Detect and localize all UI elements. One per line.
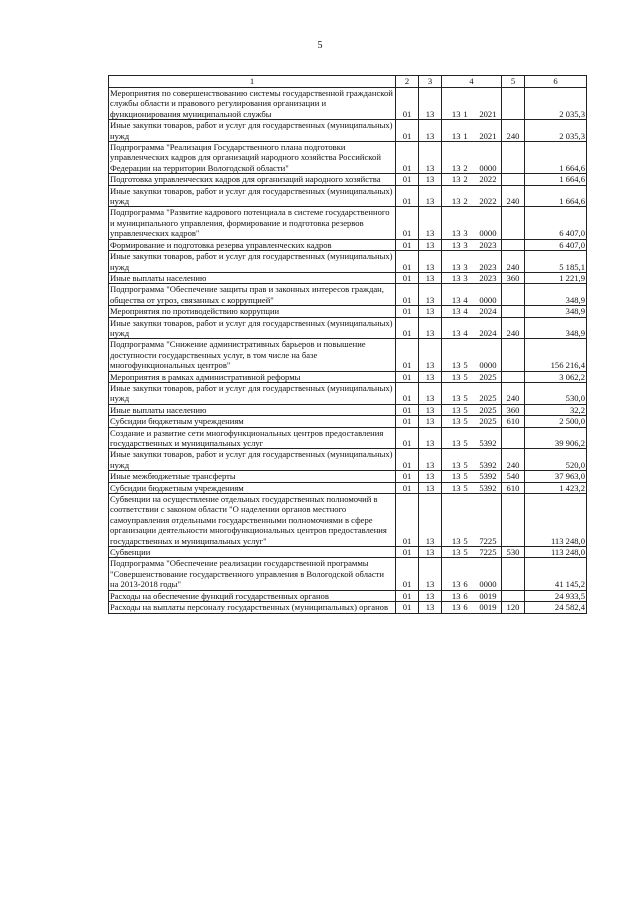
row-expense-type <box>502 494 525 547</box>
row-expense-type: 240 <box>502 382 525 404</box>
row-expense-type: 240 <box>502 120 525 142</box>
row-section: 01 <box>396 207 419 239</box>
target-code-part: 5 <box>463 471 468 482</box>
table-row <box>109 602 587 613</box>
header-cell: 4 <box>442 76 502 88</box>
target-code-part: 6 <box>463 590 468 601</box>
row-name: Иные закупки товаров, работ и услуг для государственных (муниципальных) нужд <box>109 185 396 207</box>
row-expense-type: 540 <box>502 471 525 482</box>
target-code-part: 5 <box>463 371 468 382</box>
target-code-part: 2023 <box>479 261 497 272</box>
header-cell: 3 <box>419 76 442 88</box>
row-target-code <box>442 590 502 601</box>
header-cell: 6 <box>525 76 587 88</box>
row-subsection: 13 <box>419 547 442 558</box>
table-row <box>109 471 587 482</box>
row-subsection: 13 <box>419 120 442 142</box>
row-target-code <box>442 416 502 427</box>
target-code-part: 2023 <box>479 272 497 283</box>
row-sum: 1 664,6 <box>525 142 587 174</box>
target-code-part: 5 <box>463 360 468 371</box>
header-cell: 5 <box>502 76 525 88</box>
target-code-part: 13 <box>451 162 461 173</box>
table-row <box>109 494 587 547</box>
target-code-part: 13 <box>451 261 461 272</box>
row-target-code <box>442 427 502 449</box>
row-subsection: 13 <box>419 371 442 382</box>
row-name: Мероприятия по совершенствованию системы государственной гражданской службы области и правового регулирования организации и функционирования муниципальной службы <box>109 88 396 120</box>
table-row <box>109 482 587 493</box>
table-row <box>109 120 587 142</box>
row-sum: 1 664,6 <box>525 174 587 185</box>
target-code-part: 1 <box>463 130 468 141</box>
target-code-part: 5 <box>463 438 468 448</box>
target-code-part: 13 <box>451 602 461 613</box>
row-expense-type <box>502 590 525 601</box>
table-row <box>109 207 587 239</box>
target-code-part: 5 <box>463 416 468 427</box>
row-subsection: 13 <box>419 251 442 273</box>
target-code-part: 2025 <box>479 371 497 382</box>
target-code-part: 13 <box>451 404 461 415</box>
target-code-part: 5392 <box>479 438 497 448</box>
target-code-part: 13 <box>451 579 461 590</box>
row-subsection: 13 <box>419 239 442 250</box>
target-code-part: 13 <box>451 482 461 493</box>
row-target-code <box>442 239 502 250</box>
target-code-part: 5392 <box>479 471 497 482</box>
row-section: 01 <box>396 88 419 120</box>
row-section: 01 <box>396 494 419 547</box>
target-code-part: 13 <box>451 306 461 317</box>
target-code-part: 2021 <box>479 108 497 119</box>
row-expense-type <box>502 174 525 185</box>
row-section: 01 <box>396 339 419 371</box>
row-name: Подпрограмма "Обеспечение защиты прав и законных интересов граждан, общества от угроз, связанных с коррупцией" <box>109 284 396 306</box>
row-subsection: 13 <box>419 142 442 174</box>
row-name: Иные межбюджетные трансферты <box>109 471 396 482</box>
target-code-part: 0019 <box>479 590 497 601</box>
target-code-part: 2024 <box>479 306 497 317</box>
row-name: Мероприятия в рамках административной реформы <box>109 371 396 382</box>
row-section: 01 <box>396 482 419 493</box>
table-row <box>109 558 587 590</box>
row-expense-type: 610 <box>502 482 525 493</box>
row-section: 01 <box>396 251 419 273</box>
row-sum: 2 035,3 <box>525 88 587 120</box>
row-sum: 5 185,1 <box>525 251 587 273</box>
target-code-part: 2022 <box>479 174 497 185</box>
target-code-part: 2025 <box>479 404 497 415</box>
target-code-part: 5 <box>463 459 468 470</box>
row-subsection: 13 <box>419 427 442 449</box>
target-code-part: 0000 <box>479 360 497 371</box>
row-name: Субсидии бюджетным учреждениям <box>109 416 396 427</box>
target-code-part: 13 <box>451 174 461 185</box>
row-expense-type <box>502 339 525 371</box>
row-target-code <box>442 339 502 371</box>
row-section: 01 <box>396 371 419 382</box>
row-sum: 37 963,0 <box>525 471 587 482</box>
row-expense-type: 610 <box>502 416 525 427</box>
row-section: 01 <box>396 449 419 471</box>
row-sum: 156 216,4 <box>525 339 587 371</box>
row-target-code <box>442 494 502 547</box>
row-section: 01 <box>396 547 419 558</box>
row-subsection: 13 <box>419 449 442 471</box>
row-target-code <box>442 185 502 207</box>
row-subsection: 13 <box>419 590 442 601</box>
row-expense-type <box>502 427 525 449</box>
table-row <box>109 251 587 273</box>
row-subsection: 13 <box>419 602 442 613</box>
target-code-part: 7225 <box>479 535 497 546</box>
row-sum: 1 423,2 <box>525 482 587 493</box>
row-subsection: 13 <box>419 88 442 120</box>
row-expense-type <box>502 306 525 317</box>
target-code-part: 13 <box>451 294 461 305</box>
row-expense-type <box>502 371 525 382</box>
row-name: Формирование и подготовка резерва управленческих кадров <box>109 239 396 250</box>
table-row <box>109 239 587 250</box>
target-code-part: 3 <box>463 239 468 250</box>
row-section: 01 <box>396 174 419 185</box>
row-name: Иные выплаты населению <box>109 404 396 415</box>
row-subsection: 13 <box>419 272 442 283</box>
target-code-part: 13 <box>451 196 461 207</box>
target-code-part: 2025 <box>479 393 497 404</box>
row-target-code <box>442 120 502 142</box>
row-target-code <box>442 558 502 590</box>
row-target-code <box>442 404 502 415</box>
row-sum: 41 145,2 <box>525 558 587 590</box>
target-code-part: 2 <box>463 174 468 185</box>
row-subsection: 13 <box>419 284 442 306</box>
row-section: 01 <box>396 239 419 250</box>
target-code-part: 5 <box>463 482 468 493</box>
row-expense-type <box>502 239 525 250</box>
row-name: Субвенции на осуществление отдельных государственных полномочий в соответствии с законом области "О наделении органов местного самоуправления отдельными государственными полномочиями в сфере организации деятельности многофункциональных центров предоставления государственных и муниципальных услуг" <box>109 494 396 547</box>
row-name: Иные закупки товаров, работ и услуг для государственных (муниципальных) нужд <box>109 251 396 273</box>
target-code-part: 3 <box>463 272 468 283</box>
row-expense-type: 240 <box>502 185 525 207</box>
row-sum: 520,0 <box>525 449 587 471</box>
row-section: 01 <box>396 558 419 590</box>
row-sum: 1 221,9 <box>525 272 587 283</box>
table-row <box>109 317 587 339</box>
row-subsection: 13 <box>419 306 442 317</box>
target-code-part: 0019 <box>479 602 497 613</box>
row-subsection: 13 <box>419 558 442 590</box>
row-sum: 348,9 <box>525 284 587 306</box>
row-name: Подпрограмма "Развитие кадрового потенциала в системе государственного и муниципального управления, формирование и подготовка резервов управленческих кадров" <box>109 207 396 239</box>
row-section: 01 <box>396 306 419 317</box>
target-code-part: 7225 <box>479 547 497 558</box>
row-sum: 24 582,4 <box>525 602 587 613</box>
table-row <box>109 416 587 427</box>
budget-table <box>108 75 587 614</box>
row-section: 01 <box>396 404 419 415</box>
row-name: Иные закупки товаров, работ и услуг для государственных (муниципальных) нужд <box>109 449 396 471</box>
target-code-part: 13 <box>451 108 461 119</box>
row-expense-type: 240 <box>502 317 525 339</box>
row-section: 01 <box>396 382 419 404</box>
row-target-code <box>442 449 502 471</box>
row-sum: 6 407,0 <box>525 207 587 239</box>
row-expense-type: 120 <box>502 602 525 613</box>
header-row <box>109 76 587 88</box>
target-code-part: 13 <box>451 272 461 283</box>
row-expense-type <box>502 142 525 174</box>
row-target-code <box>442 272 502 283</box>
header-cell: 1 <box>109 76 396 88</box>
target-code-part: 13 <box>451 393 461 404</box>
row-subsection: 13 <box>419 185 442 207</box>
row-name: Субвенции <box>109 547 396 558</box>
target-code-part: 4 <box>463 306 468 317</box>
row-section: 01 <box>396 185 419 207</box>
row-sum: 39 906,2 <box>525 427 587 449</box>
target-code-part: 2025 <box>479 416 497 427</box>
row-sum: 2 035,3 <box>525 120 587 142</box>
row-sum: 348,9 <box>525 317 587 339</box>
page-number: 5 <box>317 40 323 51</box>
table-row <box>109 284 587 306</box>
row-name: Иные выплаты населению <box>109 272 396 283</box>
row-name: Создание и развитие сети многофункциональных центров предоставления государственных и муниципальных услуг <box>109 427 396 449</box>
row-section: 01 <box>396 317 419 339</box>
target-code-part: 2 <box>463 162 468 173</box>
table-row <box>109 590 587 601</box>
target-code-part: 2023 <box>479 239 497 250</box>
table-row <box>109 404 587 415</box>
target-code-part: 2021 <box>479 130 497 141</box>
row-target-code <box>442 207 502 239</box>
table-row <box>109 272 587 283</box>
table-row <box>109 427 587 449</box>
row-name: Подготовка управленческих кадров для организаций народного хозяйства <box>109 174 396 185</box>
row-expense-type <box>502 284 525 306</box>
row-subsection: 13 <box>419 404 442 415</box>
table-row <box>109 339 587 371</box>
target-code-part: 13 <box>451 228 461 239</box>
target-code-part: 0000 <box>479 579 497 590</box>
row-name: Расходы на обеспечение функций государственных органов <box>109 590 396 601</box>
row-expense-type: 360 <box>502 272 525 283</box>
target-code-part: 13 <box>451 547 461 558</box>
target-code-part: 13 <box>451 459 461 470</box>
row-name: Подпрограмма "Снижение административных барьеров и повышение доступности государственных услуг, в том числе на базе многофункциональных центров" <box>109 339 396 371</box>
row-target-code <box>442 306 502 317</box>
table-row <box>109 174 587 185</box>
header-cell: 2 <box>396 76 419 88</box>
row-sum: 113 248,0 <box>525 547 587 558</box>
row-subsection: 13 <box>419 382 442 404</box>
target-code-part: 5392 <box>479 482 497 493</box>
row-section: 01 <box>396 590 419 601</box>
row-name: Иные закупки товаров, работ и услуг для государственных (муниципальных) нужд <box>109 120 396 142</box>
row-sum: 24 933,5 <box>525 590 587 601</box>
table-row <box>109 449 587 471</box>
row-sum: 6 407,0 <box>525 239 587 250</box>
target-code-part: 13 <box>451 471 461 482</box>
target-code-part: 0000 <box>479 162 497 173</box>
target-code-part: 1 <box>463 108 468 119</box>
row-target-code <box>442 317 502 339</box>
table-row <box>109 382 587 404</box>
target-code-part: 13 <box>451 360 461 371</box>
target-code-part: 5 <box>463 535 468 546</box>
row-target-code <box>442 142 502 174</box>
row-name: Подпрограмма "Реализация Государственного плана подготовки управленческих кадров для организаций народного хозяйства Российской Федерации на территории Вологодской области" <box>109 142 396 174</box>
target-code-part: 2022 <box>479 196 497 207</box>
row-section: 01 <box>396 120 419 142</box>
table-row <box>109 306 587 317</box>
row-expense-type <box>502 207 525 239</box>
row-name: Иные закупки товаров, работ и услуг для государственных (муниципальных) нужд <box>109 382 396 404</box>
row-target-code <box>442 602 502 613</box>
row-sum: 348,9 <box>525 306 587 317</box>
row-target-code <box>442 371 502 382</box>
target-code-part: 3 <box>463 261 468 272</box>
row-target-code <box>442 471 502 482</box>
target-code-part: 5392 <box>479 459 497 470</box>
target-code-part: 13 <box>451 327 461 338</box>
table-row <box>109 547 587 558</box>
target-code-part: 13 <box>451 416 461 427</box>
target-code-part: 0000 <box>479 228 497 239</box>
row-section: 01 <box>396 142 419 174</box>
row-sum: 3 062,2 <box>525 371 587 382</box>
row-subsection: 13 <box>419 494 442 547</box>
row-expense-type: 240 <box>502 449 525 471</box>
target-code-part: 13 <box>451 130 461 141</box>
row-subsection: 13 <box>419 339 442 371</box>
row-subsection: 13 <box>419 317 442 339</box>
row-section: 01 <box>396 427 419 449</box>
row-expense-type: 360 <box>502 404 525 415</box>
table-body <box>109 88 587 614</box>
row-name: Мероприятия по противодействию коррупции <box>109 306 396 317</box>
row-sum: 113 248,0 <box>525 494 587 547</box>
row-subsection: 13 <box>419 416 442 427</box>
target-code-part: 5 <box>463 404 468 415</box>
target-code-part: 3 <box>463 228 468 239</box>
row-target-code <box>442 547 502 558</box>
table-row <box>109 185 587 207</box>
row-subsection: 13 <box>419 174 442 185</box>
target-code-part: 13 <box>451 438 461 448</box>
row-expense-type <box>502 558 525 590</box>
row-target-code <box>442 482 502 493</box>
row-expense-type <box>502 88 525 120</box>
target-code-part: 5 <box>463 547 468 558</box>
row-sum: 2 500,0 <box>525 416 587 427</box>
row-target-code <box>442 251 502 273</box>
target-code-part: 13 <box>451 535 461 546</box>
row-sum: 32,2 <box>525 404 587 415</box>
target-code-part: 13 <box>451 239 461 250</box>
target-code-part: 5 <box>463 393 468 404</box>
row-section: 01 <box>396 416 419 427</box>
row-subsection: 13 <box>419 482 442 493</box>
row-name: Подпрограмма "Обеспечение реализации государственной программы "Совершенствование государственного управления в Вологодской области на 2013-2018 годы" <box>109 558 396 590</box>
target-code-part: 6 <box>463 579 468 590</box>
target-code-part: 13 <box>451 371 461 382</box>
table-row <box>109 88 587 120</box>
row-section: 01 <box>396 284 419 306</box>
row-target-code <box>442 174 502 185</box>
table-row <box>109 371 587 382</box>
row-name: Иные закупки товаров, работ и услуг для государственных (муниципальных) нужд <box>109 317 396 339</box>
row-name: Субсидии бюджетным учреждениям <box>109 482 396 493</box>
target-code-part: 4 <box>463 327 468 338</box>
row-section: 01 <box>396 602 419 613</box>
target-code-part: 2024 <box>479 327 497 338</box>
row-section: 01 <box>396 471 419 482</box>
row-target-code <box>442 382 502 404</box>
row-name: Расходы на выплаты персоналу государственных (муниципальных) органов <box>109 602 396 613</box>
target-code-part: 0000 <box>479 294 497 305</box>
row-target-code <box>442 88 502 120</box>
row-section: 01 <box>396 272 419 283</box>
target-code-part: 6 <box>463 602 468 613</box>
row-target-code <box>442 284 502 306</box>
target-code-part: 13 <box>451 590 461 601</box>
row-sum: 530,0 <box>525 382 587 404</box>
row-sum: 1 664,6 <box>525 185 587 207</box>
row-expense-type: 530 <box>502 547 525 558</box>
target-code-part: 4 <box>463 294 468 305</box>
row-subsection: 13 <box>419 471 442 482</box>
row-expense-type: 240 <box>502 251 525 273</box>
table-row <box>109 142 587 174</box>
row-subsection: 13 <box>419 207 442 239</box>
target-code-part: 2 <box>463 196 468 207</box>
